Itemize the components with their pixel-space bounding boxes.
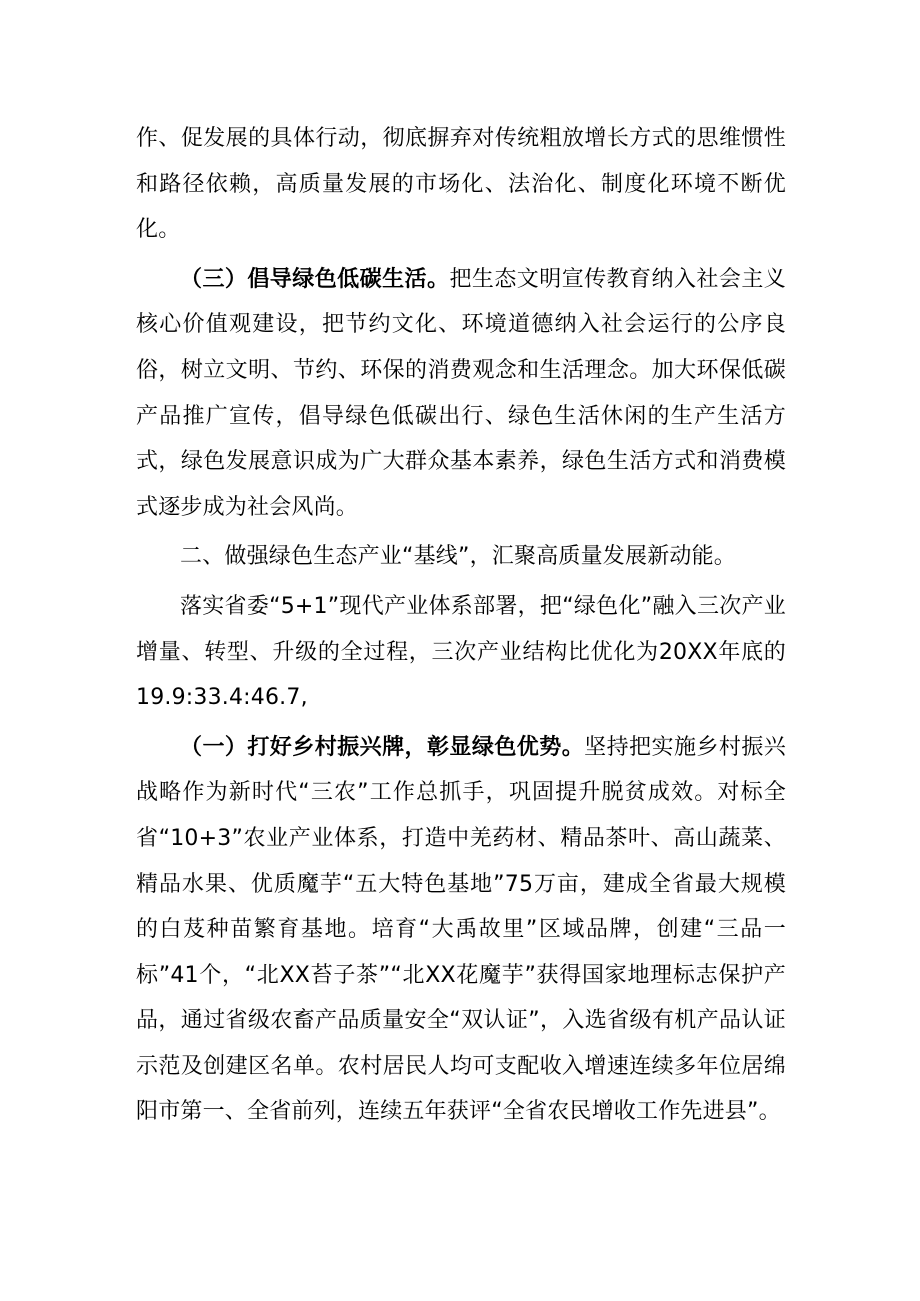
paragraph-rural-revitalization: [136, 725, 786, 1135]
paragraph-text: 把生态文明宣传教育纳入社会主义核心价值观建设，把节约文化、环境道德纳入社会运行的公序良俗，树立文明、节约、环保的消费观念和生活理念。加大环保低碳产品推广宣传，倡导绿色低碳出行、绿色生活休闲的生产生活方式，绿色发展意识成为广大群众基本素养，绿色生活方式和消费模式逐步成为社会风尚。: [136, 266, 786, 520]
document-page: [136, 116, 786, 1139]
paragraph-industry-system: [136, 584, 786, 721]
paragraph-continuation: [136, 116, 786, 253]
section-heading-text: 二、做强绿色生态产业“基线”，汇聚高质量发展新动能。: [180, 544, 736, 570]
section-heading-two: [136, 534, 786, 580]
paragraph-text: 作、促发展的具体行动，彻底摒弃对传统粗放增长方式的思维惯性和路径依赖，高质量发展的市场化、法治化、制度化环境不断优化。: [136, 126, 786, 243]
paragraph-green-low-carbon-life: [136, 257, 786, 531]
paragraph-text: 坚持把实施乡村振兴战略作为新时代“三农”工作总抓手，巩固提升脱贫成效。对标全省“10+3”农业产业体系，打造中羌药材、精品茶叶、高山蔬菜、精品水果、优质魔芋“五大特色基地”75万亩，建成全省最大规模的白芨种苗繁育基地。培育“大禹故里”区域品牌，创建“三品一标”41个，“北XX苔子茶”“北XX花魔芋”获得国家地理标志保护产品，通过省级农畜产品质量安全“双认证”，入选省级有机产品认证示范及创建区名单。农村居民人均可支配收入增速连续多年位居绵阳市第一、全省前列，连续五年获评“全省农民增收工作先进县”。: [136, 734, 786, 1125]
paragraph-heading: （一）打好乡村振兴牌，彰显绿色优势。: [180, 734, 585, 760]
paragraph-heading: （三）倡导绿色低碳生活。: [180, 266, 450, 292]
paragraph-text: 落实省委“5+1”现代产业体系部署，把“绿色化”融入三次产业增量、转型、升级的全过程，三次产业结构比优化为20XX年底的19.9:33.4:46.7,: [136, 593, 786, 711]
